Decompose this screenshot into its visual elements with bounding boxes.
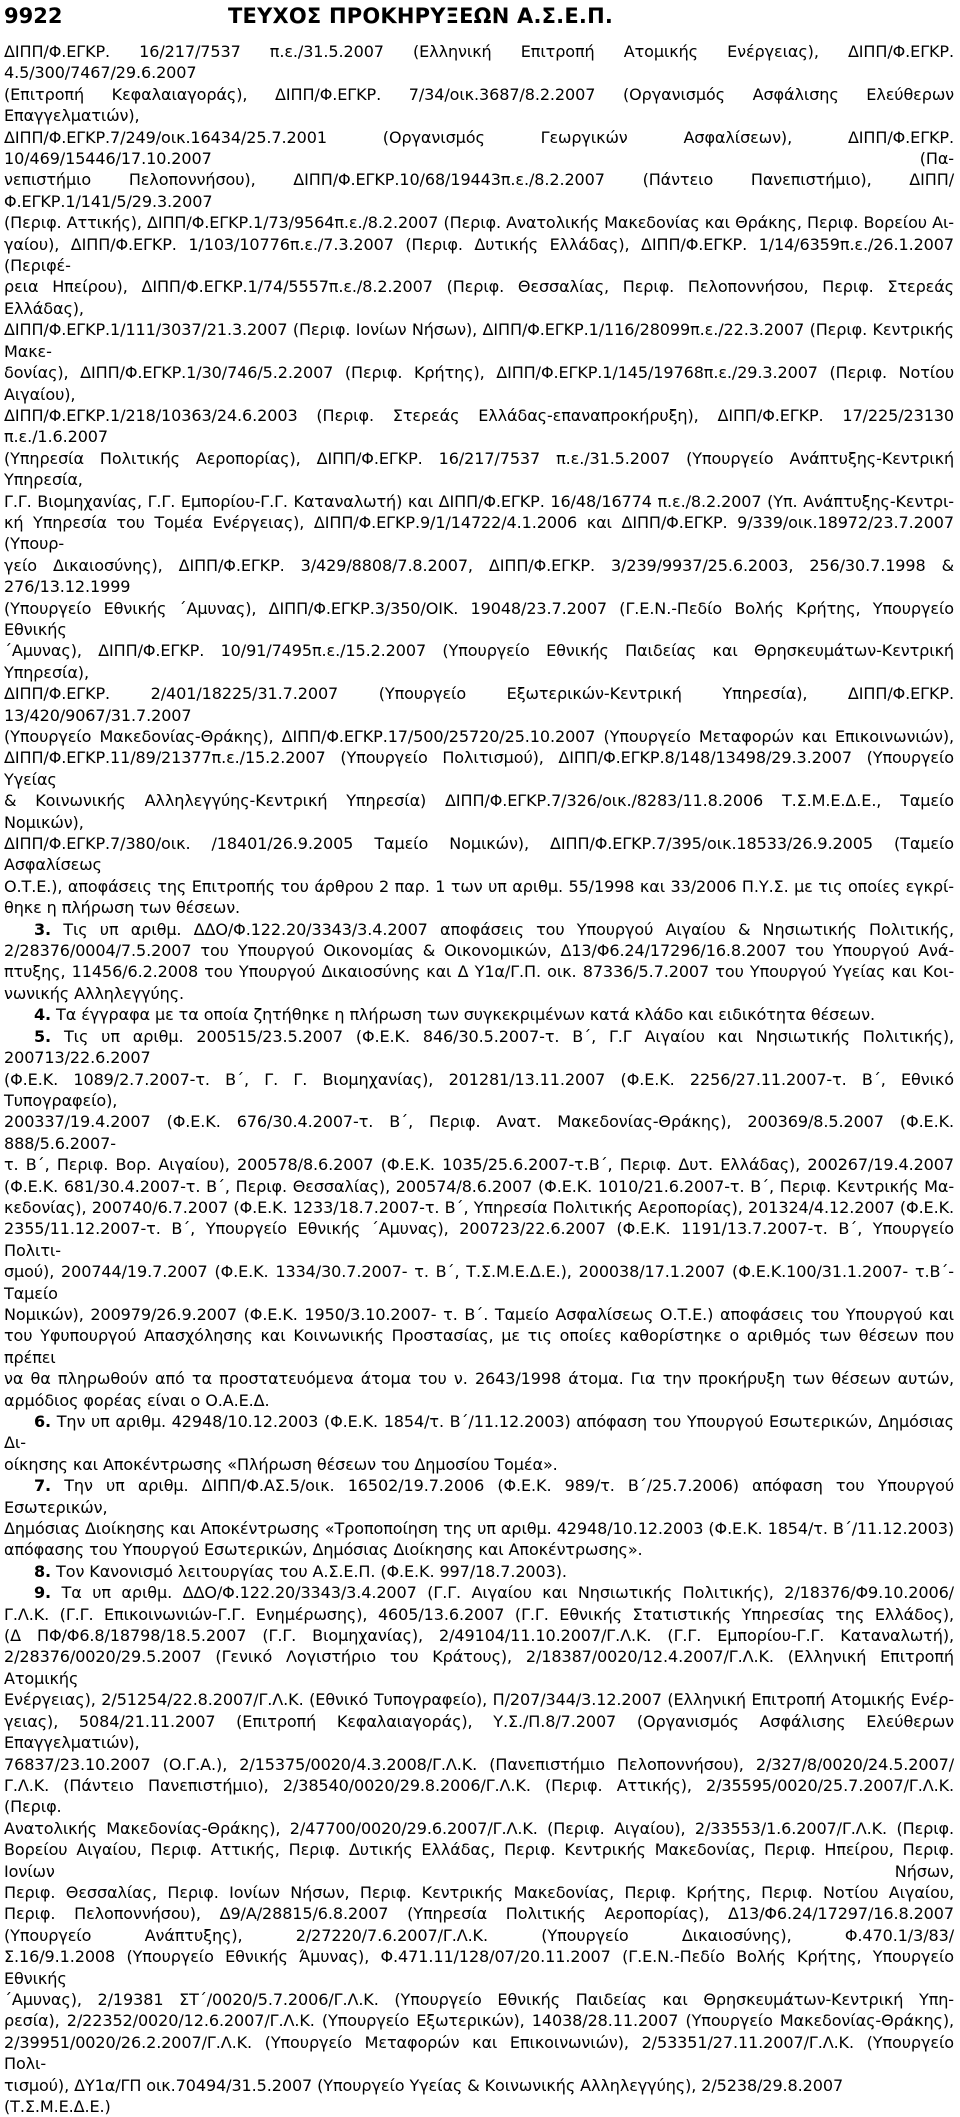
text-line: (Υπουργείο Εθνικής ΄Αμυνας), ΔΙΠΠ/Φ.ΕΓΚΡ.3/350/ΟΙΚ. 19048/23.7.2007 (Γ.Ε.Ν.-Πεδίο Βολής Κρήτης, Υπουργείο Εθνικής bbox=[4, 598, 954, 639]
text-line: Ανατολικής Μακεδονίας-Θράκης), 2/47700/0020/29.6.2007/Γ.Λ.Κ. (Περιφ. Αιγαίου), 2/33553/1.6.2007/Γ.Λ.Κ. (Περιφ. bbox=[4, 1818, 954, 1838]
text-line: 2/28376/0020/29.5.2007 (Γενικό Λογιστήριο του Κράτους), 2/18387/0020/12.4.2007/Γ.Λ.Κ. (Ελληνική Επιτροπή Ατομικής bbox=[4, 1647, 954, 1688]
text-line: οίκησης και Αποκέντρωσης «Πλήρωση θέσεων του Δημοσίου Τομέα». bbox=[4, 1454, 558, 1474]
text-line: ΄Αμυνας), ΔΙΠΠ/Φ.ΕΓΚΡ. 10/91/7495π.ε./15.2.2007 (Υπουργείο Εθνικής Παιδείας και Θρησκευμάτων-Κεντρική Υπηρεσία), bbox=[4, 641, 954, 682]
text-line: γειας), 5084/21.11.2007 (Επιτροπή Κεφαλαιαγοράς), Υ.Σ./Π.8/7.2007 (Οργανισμός Ασφάλισης Ελεύθερων Επαγγελματιών), bbox=[4, 1711, 954, 1753]
text-line: γείο Δικαιοσύνης), ΔΙΠΠ/Φ.ΕΓΚΡ. 3/429/8808/7.8.2007, ΔΙΠΠ/Φ.ΕΓΚΡ. 3/239/9937/25.6.2003, 256/30.7.1998 & 276/13.12.1999 bbox=[4, 555, 954, 597]
text-line: 8. Τον Κανονισμό λειτουργίας του Α.Σ.Ε.Π. (Φ.Ε.Κ. 997/18.7.2003). bbox=[34, 1561, 567, 1581]
text-line: 2/39951/0020/26.2.2007/Γ.Λ.Κ. (Υπουργείο Μεταφορών και Επικοινωνιών), 2/53351/27.11.2007/Γ.Λ.Κ. (Υπουργείο Πολι- bbox=[4, 2032, 954, 2074]
text-line: Περιφ. Θεσσαλίας, Περιφ. Ιονίων Νήσων, Περιφ. Κεντρικής Μακεδονίας, Περιφ. Κρήτης, Περιφ. Νοτίου Αιγαίου, bbox=[4, 1882, 954, 1902]
item-number: 4. bbox=[34, 1005, 52, 1025]
text-line: ΔΙΠΠ/Φ.ΕΓΚΡ.1/111/3037/21.3.2007 (Περιφ. Ιονίων Νήσων), ΔΙΠΠ/Φ.ΕΓΚΡ.1/116/28099π.ε./22.3.2007 (Περιφ. Κεντρικής Μακε- bbox=[4, 320, 954, 361]
body-text bbox=[4, 41, 954, 2117]
page-number: 9922 bbox=[4, 4, 63, 28]
item-number: 7. bbox=[34, 1476, 52, 1496]
text-line: 4. Τα έγγραφα με τα οποία ζητήθηκε η πλήρωση των συγκεκριμένων κατά κλάδο και ειδικότητα θέσεων. bbox=[34, 1005, 875, 1025]
text-line: ΄Αμυνας), 2/19381 ΣΤ΄/0020/5.7.2006/Γ.Λ.Κ. (Υπουργείο Εθνικής Παιδείας και Θρησκευμάτων-Κεντρική Υπη- bbox=[4, 1989, 954, 2009]
journal-title: ΤΕΥΧΟΣ ΠΡΟΚΗΡΥΞΕΩΝ Α.Σ.Ε.Π. bbox=[228, 4, 614, 28]
text-line: να θα πληρωθούν από τα προστατευόμενα άτομα του ν. 2643/1998 άτομα. Για την προκήρυξη των θέσεων αυτών, bbox=[4, 1369, 954, 1389]
numbered-item bbox=[4, 1026, 954, 1411]
text-line: 3. Τις υπ αριθμ. ΔΔΟ/Φ.122.20/3343/3.4.2007 αποφάσεις του Υπουργού Αιγαίου & Νησιωτικής Πολιτικής, bbox=[34, 919, 954, 939]
text-line: Ο.Τ.Ε.), αποφάσεις της Επιτροπής του άρθρου 2 παρ. 1 των υπ αριθμ. 55/1998 και 33/2006 Π.Υ.Σ. με τις οποίες εγκρί- bbox=[4, 876, 954, 896]
text-line: γαίου), ΔΙΠΠ/Φ.ΕΓΚΡ. 1/103/10776π.ε./7.3.2007 (Περιφ. Δυτικής Ελλάδας), ΔΙΠΠ/Φ.ΕΓΚΡ. 1/14/6359π.ε./26.1.2007 (Περιφέ- bbox=[4, 234, 954, 276]
text-line: 6. Την υπ αριθμ. 42948/10.12.2003 (Φ.Ε.Κ. 1854/τ. Β΄/11.12.2003) απόφαση του Υπουργού Εσωτερικών, Δημόσιας Δι- bbox=[4, 1412, 954, 1453]
text-line: Περιφ. Πελοποννήσου), Δ9/Α/28815/6.8.2007 (Υπηρεσία Πολιτικής Αεροπορίας), Δ13/Φ6.24/17297/16.8.2007 bbox=[4, 1904, 954, 1924]
text-line: σμού), 200744/19.7.2007 (Φ.Ε.Κ. 1334/30.7.2007- τ. Β΄, Τ.Σ.Μ.Ε.Δ.Ε.), 200038/17.1.2007 (Φ.Ε.Κ.100/31.1.2007- τ.Β΄- Ταμείο bbox=[4, 1262, 954, 1303]
text-line: αρμόδιος φορέας είναι ο Ο.Α.Ε.Δ. bbox=[4, 1390, 270, 1410]
numbered-item bbox=[4, 1582, 954, 2117]
text-line: (Περιφ. Αττικής), ΔΙΠΠ/Φ.ΕΓΚΡ.1/73/9564π.ε./8.2.2007 (Περιφ. Ανατολικής Μακεδονίας και Θράκης, Περιφ. Βορείου Αι- bbox=[4, 213, 954, 233]
numbered-item bbox=[4, 1004, 954, 1025]
text-line: (Υπηρεσία Πολιτικής Αεροπορίας), ΔΙΠΠ/Φ.ΕΓΚΡ. 16/217/7537 π.ε./31.5.2007 (Υπουργείο Ανάπτυξης-Κεντρική Υπηρεσία, bbox=[4, 448, 954, 490]
text-line: πτυξης, 11456/6.2.2008 του Υπουργού Δικαιοσύνης και Δ Υ1α/Γ.Π. οικ. 87336/5.7.2007 του Υπουργού Υγείας και Κοι- bbox=[4, 962, 954, 982]
text-line: κή Υπηρεσία του Τομέα Ενέργειας), ΔΙΠΠ/Φ.ΕΓΚΡ.9/1/14722/4.1.2006 και ΔΙΠΠ/Φ.ΕΓΚΡ. 9/339/οικ.18972/23.7.2007 (Υπουρ- bbox=[4, 512, 954, 554]
text-line: (Φ.Ε.Κ. 1089/2.7.2007-τ. Β΄, Γ. Γ. Βιομηχανίας), 201281/13.11.2007 (Φ.Ε.Κ. 2256/27.11.2007-τ. Β΄, Εθνικό Τυπογραφείο), bbox=[4, 1069, 954, 1110]
text-line: κεδονίας), 200740/6.7.2007 (Φ.Ε.Κ. 1233/18.7.2007-τ. Β΄, Υπηρεσία Πολιτικής Αεροπορίας), 201324/4.12.2007 (Φ.Ε.Κ. bbox=[4, 1197, 954, 1217]
text-line: ΔΙΠΠ/Φ.ΕΓΚΡ. 2/401/18225/31.7.2007 (Υπουργείο Εξωτερικών-Κεντρική Υπηρεσία), ΔΙΠΠ/Φ.ΕΓΚΡ. 13/420/9067/31.7.2007 bbox=[4, 684, 954, 725]
text-line: δονίας), ΔΙΠΠ/Φ.ΕΓΚΡ.1/30/746/5.2.2007 (Περιφ. Κρήτης), ΔΙΠΠ/Φ.ΕΓΚΡ.1/145/19768π.ε./29.3.2007 (Περιφ. Νοτίου Αιγαίου), bbox=[4, 363, 954, 404]
text-line: 9. Τα υπ αριθμ. ΔΔΟ/Φ.122.20/3343/3.4.2007 (Γ.Γ. Αιγαίου και Νησιωτικής Πολιτικής), 2/18376/Φ9.10.2006/ bbox=[34, 1583, 954, 1603]
text-line: ρεια Ηπείρου), ΔΙΠΠ/Φ.ΕΓΚΡ.1/74/5557π.ε./8.2.2007 (Περιφ. Θεσσαλίας, Περιφ. Πελοποννήσου, Περιφ. Στερεάς Ελλάδας), bbox=[4, 277, 954, 318]
text-line: Γ.Λ.Κ. (Γ.Γ. Επικοινωνιών-Γ.Γ. Ενημέρωσης), 4605/13.6.2007 (Γ.Γ. Εθνικής Στατιστικής Υπηρεσίας της Ελλάδος), bbox=[4, 1604, 954, 1624]
text-line: τισμού), ΔΥ1α/ΓΠ οικ.70494/31.5.2007 (Υπουργείο Υγείας & Κοινωνικής Αλληλεγγύης), 2/5238/29.8.2007 (Τ.Σ.Μ.Ε.Δ.Ε.) bbox=[4, 2075, 844, 2116]
text-line: ΔΙΠΠ/Φ.ΕΓΚΡ.11/89/21377π.ε./15.2.2007 (Υπουργείο Πολιτισμού), ΔΙΠΠ/Φ.ΕΓΚΡ.8/148/13498/29.3.2007 (Υπουργείο Υγείας bbox=[4, 748, 954, 789]
item-number: 6. bbox=[34, 1412, 52, 1431]
page-header bbox=[4, 2, 954, 32]
text-line: 2355/11.12.2007-τ. Β΄, Υπουργείο Εθνικής ΄Αμυνας), 200723/22.6.2007 (Φ.Ε.Κ. 1191/13.7.2007-τ. Β΄, Υπουργείο Πολιτι- bbox=[4, 1219, 954, 1260]
text-line: Δημόσιας Διοίκησης και Αποκέντρωσης «Τροποποίηση της υπ αριθμ. 42948/10.12.2003 (Φ.Ε.Κ. 1854/τ. Β΄/11.12.2003) bbox=[4, 1519, 954, 1539]
numbered-item bbox=[4, 1411, 954, 1475]
text-line: (Επιτροπή Κεφαλαιαγοράς), ΔΙΠΠ/Φ.ΕΓΚΡ. 7/34/οικ.3687/8.2.2007 (Οργανισμός Ασφάλισης Ελεύθερων Επαγγελματιών), bbox=[4, 84, 954, 126]
text-line: (Υπουργείο Ανάπτυξης), 2/27220/7.6.2007/Γ.Λ.Κ. (Υπουργείο Δικαιοσύνης), Φ.470.1/3/83/ bbox=[4, 1925, 954, 1945]
text-line: (Δ ΠΦ/Φ6.8/18798/18.5.2007 (Γ.Γ. Βιομηχανίας), 2/49104/11.10.2007/Γ.Λ.Κ. (Γ.Γ. Εμπορίου-Γ.Γ. Καταναλωτή), bbox=[4, 1626, 954, 1646]
text-line: 7. Την υπ αριθμ. ΔΙΠΠ/Φ.ΑΣ.5/οικ. 16502/19.7.2006 (Φ.Ε.Κ. 989/τ. Β΄/25.7.2006) απόφαση του Υπουργού Εσωτερικών, bbox=[4, 1476, 954, 1517]
numbered-item bbox=[4, 919, 954, 1005]
text-line: Γ.Λ.Κ. (Πάντειο Πανεπιστήμιο), 2/38540/0020/29.8.2006/Γ.Λ.Κ. (Περιφ. Αττικής), 2/35595/0020/25.7.2007/Γ.Λ.Κ. (Περιφ. bbox=[4, 1775, 954, 1817]
numbered-item bbox=[4, 1475, 954, 1561]
text-line: θηκε η πλήρωση των θέσεων. bbox=[4, 898, 241, 918]
text-line: νεπιστήμιο Πελοποννήσου), ΔΙΠΠ/Φ.ΕΓΚΡ.10/68/19443π.ε./8.2.2007 (Πάντειο Πανεπιστήμιο), ΔΙΠΠ/Φ.ΕΓΚΡ.1/141/5/29.3.2007 bbox=[4, 170, 954, 211]
text-line: Νομικών), 200979/26.9.2007 (Φ.Ε.Κ. 1950/3.10.2007- τ. Β΄. Ταμείο Ασφαλίσεως Ο.Τ.Ε.) αποφάσεις του Υπουργού και bbox=[4, 1304, 954, 1324]
text-line: Βορείου Αιγαίου, Περιφ. Αττικής, Περιφ. Δυτικής Ελλάδας, Περιφ. Κεντρικής Μακεδονίας, Περιφ. Ηπείρου, Περιφ. Ιονίων Νήσων, bbox=[4, 1840, 954, 1881]
text-line: του Υφυπουργού Απασχόλησης και Κοινωνικής Προστασίας, με τις οποίες καθορίστηκε ο αριθμός των θέσεων που πρέπει bbox=[4, 1326, 954, 1367]
text-line: 76837/23.10.2007 (Ο.Γ.Α.), 2/15375/0020/4.3.2008/Γ.Λ.Κ. (Πανεπιστήμιο Πελοποννήσου), 2/327/8/0020/24.5.2007/ bbox=[4, 1754, 954, 1774]
numbered-item bbox=[4, 1561, 954, 1582]
text-line: Σ.16/9.1.2008 (Υπουργείο Εθνικής Άμυνας), Φ.471.11/128/07/20.11.2007 (Γ.Ε.Ν.-Πεδίο Βολής Κρήτης, Υπουργείο Εθνικής bbox=[4, 1947, 954, 1988]
text-line: Γ.Γ. Βιομηχανίας, Γ.Γ. Εμπορίου-Γ.Γ. Καταναλωτή) και ΔΙΠΠ/Φ.ΕΓΚΡ. 16/48/16774 π.ε./8.2.2007 (Υπ. Ανάπτυξης-Κεντρι- bbox=[4, 491, 954, 511]
text-line: απόφασης του Υπουργού Εσωτερικών, Δημόσιας Διοίκησης και Αποκέντρωσης». bbox=[4, 1540, 643, 1560]
text-line: ρεσία), 2/22352/0020/12.6.2007/Γ.Λ.Κ. (Υπουργείο Εξωτερικών), 14038/28.11.2007 (Υπουργείο Μακεδονίας-Θράκης), bbox=[4, 2011, 954, 2031]
continuation-paragraph bbox=[4, 41, 954, 919]
text-line: ΔΙΠΠ/Φ.ΕΓΚΡ.7/380/οικ. /18401/26.9.2005 Ταμείο Νομικών), ΔΙΠΠ/Φ.ΕΓΚΡ.7/395/οικ.18533/26.9.2005 (Ταμείο Ασφαλίσεως bbox=[4, 834, 954, 875]
text-line: Ενέργειας), 2/51254/22.8.2007/Γ.Λ.Κ. (Εθνικό Τυπογραφείο), Π/207/344/3.12.2007 (Ελληνική Επιτροπή Ατομικής Ενέρ- bbox=[4, 1690, 954, 1710]
text-line: ΔΙΠΠ/Φ.ΕΓΚΡ. 16/217/7537 π.ε./31.5.2007 (Ελληνική Επιτροπή Ατομικής Ενέργειας), ΔΙΠΠ/Φ.ΕΓΚΡ. 4.5/300/7467/29.6.2007 bbox=[4, 42, 954, 83]
text-line: νωνικής Αλληλεγγύης. bbox=[4, 983, 185, 1003]
text-line: 2/28376/0004/7.5.2007 του Υπουργού Οικονομίας & Οικονομικών, Δ13/Φ6.24/17296/16.8.2007 του Υπουργού Ανά- bbox=[4, 941, 954, 961]
item-number: 5. bbox=[34, 1026, 52, 1046]
item-number: 8. bbox=[34, 1561, 52, 1581]
text-line: 5. Τις υπ αριθμ. 200515/23.5.2007 (Φ.Ε.Κ. 846/30.5.2007-τ. Β΄, Γ.Γ Αιγαίου και Νησιωτικής Πολιτικής), 200713/22.6.2007 bbox=[4, 1026, 954, 1068]
text-line: & Κοινωνικής Αλληλεγγύης-Κεντρική Υπηρεσία) ΔΙΠΠ/Φ.ΕΓΚΡ.7/326/οικ./8283/11.8.2006 Τ.Σ.Μ.Ε.Δ.Ε., Ταμείο Νομικών), bbox=[4, 791, 954, 832]
text-line: ΔΙΠΠ/Φ.ΕΓΚΡ.7/249/οικ.16434/25.7.2001 (Οργανισμός Γεωργικών Ασφαλίσεων), ΔΙΠΠ/Φ.ΕΓΚΡ. 10/469/15446/17.10.2007 (Πα- bbox=[4, 127, 954, 169]
text-line: τ. Β΄, Περιφ. Βορ. Αιγαίου), 200578/8.6.2007 (Φ.Ε.Κ. 1035/25.6.2007-τ.Β΄, Περιφ. Δυτ. Ελλάδας), 200267/19.4.2007 bbox=[4, 1155, 954, 1175]
text-line: ΔΙΠΠ/Φ.ΕΓΚΡ.1/218/10363/24.6.2003 (Περιφ. Στερεάς Ελλάδας-επαναπροκήρυξη), ΔΙΠΠ/Φ.ΕΓΚΡ. 17/225/23130 π.ε./1.6.2007 bbox=[4, 405, 954, 447]
text-line: (Φ.Ε.Κ. 681/30.4.2007-τ. Β΄, Περιφ. Θεσσαλίας), 200574/8.6.2007 (Φ.Ε.Κ. 1010/21.6.2007-τ. Β΄, Περιφ. Κεντρικής Μα- bbox=[4, 1176, 954, 1196]
numbered-items bbox=[4, 919, 954, 2117]
text-line: (Υπουργείο Μακεδονίας-Θράκης), ΔΙΠΠ/Φ.ΕΓΚΡ.17/500/25720/25.10.2007 (Υπουργείο Μεταφορών και Επικοινωνιών), bbox=[4, 727, 954, 746]
item-number: 9. bbox=[34, 1583, 52, 1603]
item-number: 3. bbox=[34, 919, 52, 939]
text-line: 200337/19.4.2007 (Φ.Ε.Κ. 676/30.4.2007-τ. Β΄, Περιφ. Ανατ. Μακεδονίας-Θράκης), 200369/8.5.2007 (Φ.Ε.Κ. 888/5.6.2007- bbox=[4, 1112, 954, 1153]
